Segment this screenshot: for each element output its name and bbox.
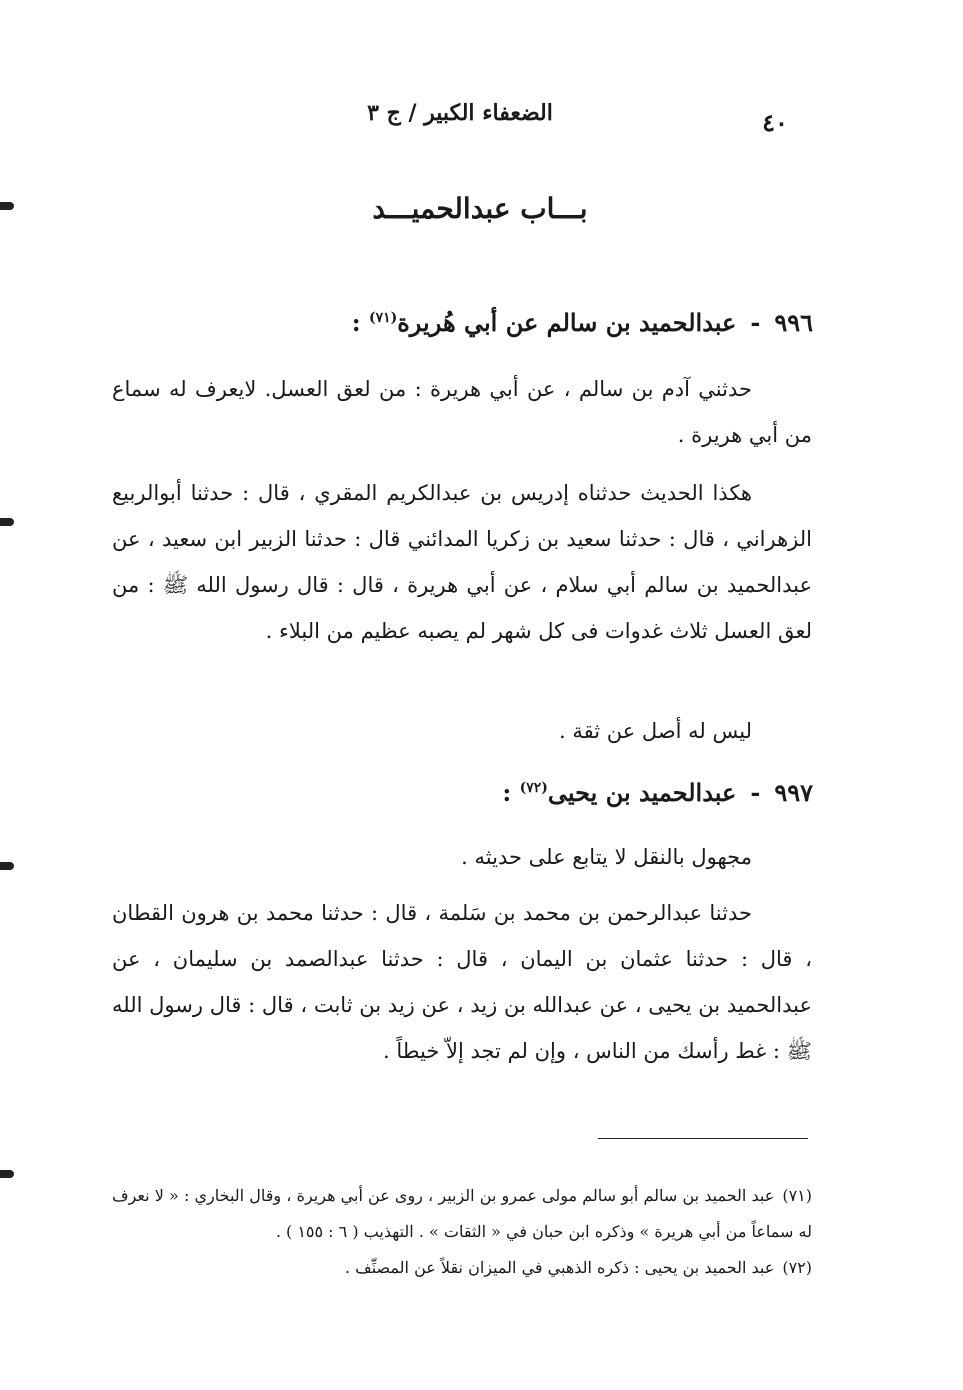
page-number: ٤٠ xyxy=(762,108,788,137)
footnote-number: (٧١) xyxy=(782,1186,812,1205)
entry-note: ليس له أصل عن ثقة . xyxy=(558,719,752,743)
entry-name: عبدالحميد بن يحيى xyxy=(547,778,737,807)
entry-paragraph: هكذا الحديث حدثناه إدريس بن عبدالكريم المقري ، قال : حدثنا أبوالربيع الزهراني ، قال : حدثنا سعيد بن زكريا المدائني قال : حدثنا الزبير ابن سعيد ، عن عبدالحميد بن سالم أبي سلام ، عن أبي هريرة ، قال : قال رسول الله ﷺ : من لعق العسل ثلاث غدوات فى كل شهر لم يصبه عظيم من البلاء . xyxy=(112,481,812,643)
entry-heading-996 xyxy=(133,308,813,337)
footnote-separator xyxy=(598,1138,808,1139)
entry-heading-997 xyxy=(133,778,813,807)
footnote-text: عبد الحميد بن يحيى : ذكره الذهبي في الميزان نقلاً عن المصنِّف . xyxy=(344,1258,775,1277)
chapter-title: بـــاب عبدالحميـــد xyxy=(372,192,588,225)
entry-number: ٩٩٦ xyxy=(774,308,813,337)
footnote-text: عبد الحميد بن سالم أبو سالم مولى عمرو بن الزبير ، روى عن أبي هريرة ، وقال البخاري : « لا نعرف له سماعاً من أبي هريرة » وذكره ابن حبان في « الثقات » . التهذيب ( ٦ : ١٥٥ ) . xyxy=(112,1186,812,1241)
entry-dash: - xyxy=(750,308,761,337)
entry-paragraph: حدثني آدم بن سالم ، عن أبي هريرة : من لعق العسل. لايعرف له سماع من أبي هريرة . xyxy=(112,377,812,447)
entry-name: عبدالحميد بن سالم عن أبي هُريرة xyxy=(397,308,737,337)
scan-edge-mark xyxy=(0,862,14,870)
scan-edge-mark xyxy=(0,1170,14,1178)
footnote-reference: (٧١) xyxy=(368,310,398,326)
running-header-title: الضعفاء الكبير / ج ٣ xyxy=(367,100,553,126)
entry-number: ٩٩٧ xyxy=(774,778,813,807)
footnote-72 xyxy=(112,1250,812,1286)
scan-edge-mark xyxy=(0,202,14,210)
entry-paragraph: حدثنا عبدالرحمن بن محمد بن سَلمة ، قال : حدثنا محمد بن هرون القطان ، قال : حدثنا عثمان بن اليمان ، قال : حدثنا عبدالصمد بن سليمان ، عن عبدالحميد بن يحيى ، عن عبدالله بن زيد ، عن زيد بن ثابت ، قال : قال رسول الله ﷺ : غط رأسك من الناس ، وإن لم تجد إلاّ خيطاً . xyxy=(112,901,812,1063)
entry-colon: : xyxy=(351,308,361,337)
footnote-number: (٧٢) xyxy=(782,1258,812,1277)
scan-edge-mark xyxy=(0,518,14,526)
entry-colon: : xyxy=(502,778,512,807)
footnote-71 xyxy=(112,1178,812,1250)
entry-paragraph: مجهول بالنقل لا يتابع على حديثه . xyxy=(461,845,752,869)
footnote-reference: (٧٢) xyxy=(519,780,548,796)
entry-dash: - xyxy=(750,778,761,807)
footnotes xyxy=(112,1178,812,1286)
